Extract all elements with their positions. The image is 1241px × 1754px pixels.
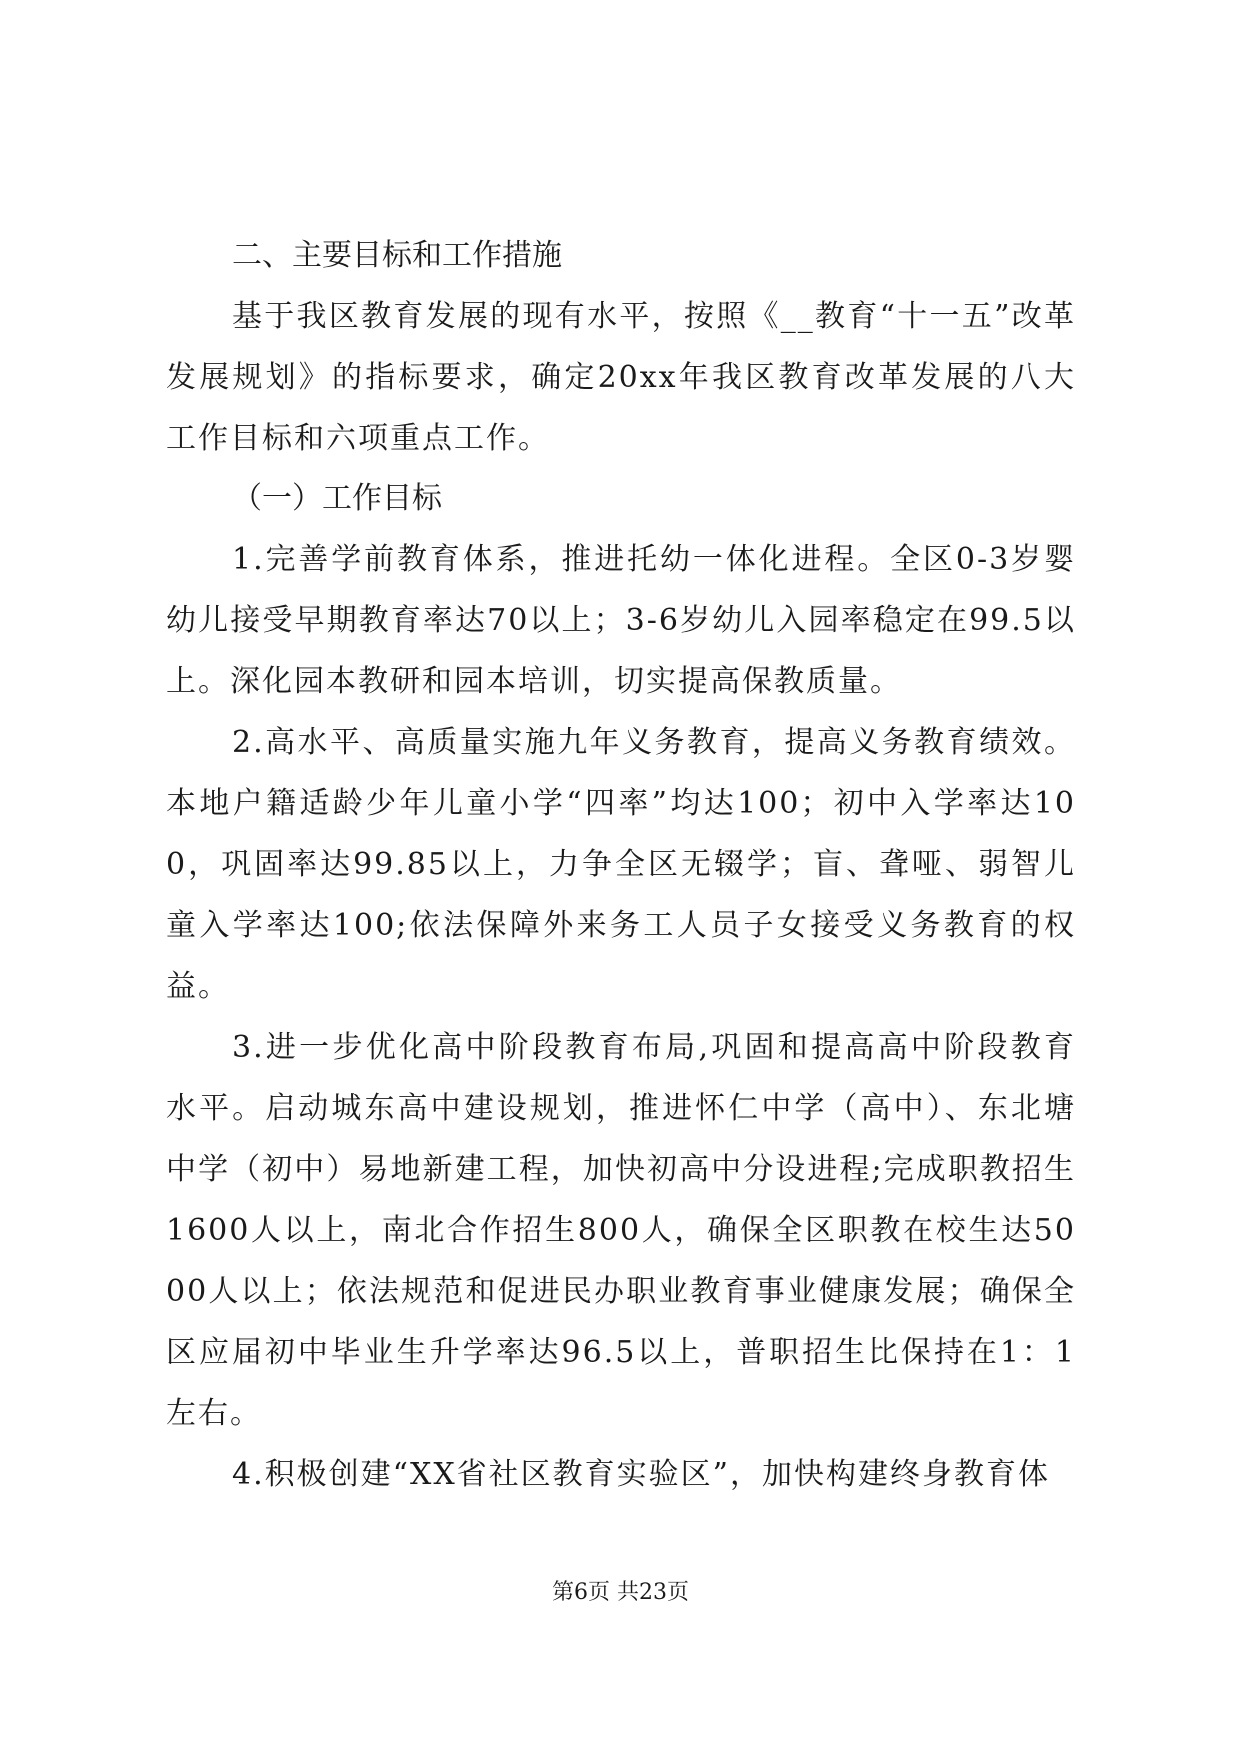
goal-item-3: 3.进一步优化高中阶段教育布局,巩固和提高高中阶段教育水平。启动城东高中建设规划，推进怀仁中学（高中）、东北塘中学（初中）易地新建工程，加快初高中分设进程;完成职教招生1600人以上，南北合作招生800人，确保全区职教在校生达5000人以上；依法规范和促进民办职业教育事业健康发展；确保全区应届初中毕业生升学率达96.5以上，普职招生比保持在1：1左右。 [166, 1030, 1076, 1431]
goal-item-2: 2.高水平、高质量实施九年义务教育，提高义务教育绩效。本地户籍适龄少年儿童小学“四率”均达100；初中入学率达100，巩固率达99.85以上，力争全区无辍学；盲、聋哑、弱智儿童入学率达100;依法保障外来务工人员子女接受义务教育的权益。 [166, 725, 1076, 1004]
page-number-footer: 第6页 共23页 [552, 1580, 689, 1605]
goal-item-4: 4.积极创建“XX省社区教育实验区”，加快构建终身教育体 [232, 1457, 1051, 1492]
document-body [166, 226, 1076, 1505]
intro-paragraph: 基于我区教育发展的现有水平，按照《__教育“十一五”改革发展规划》的指标要求，确定20xx年我区教育改革发展的八大工作目标和六项重点工作。 [166, 299, 1076, 456]
subsection-heading: （一）工作目标 [232, 481, 442, 516]
goal-item-1: 1.完善学前教育体系，推进托幼一体化进程。全区0-3岁婴幼儿接受早期教育率达70以上；3-6岁幼儿入园率稳定在99.5以上。深化园本教研和园本培训，切实提高保教质量。 [166, 542, 1076, 699]
section-heading: 二、主要目标和工作措施 [232, 238, 562, 273]
